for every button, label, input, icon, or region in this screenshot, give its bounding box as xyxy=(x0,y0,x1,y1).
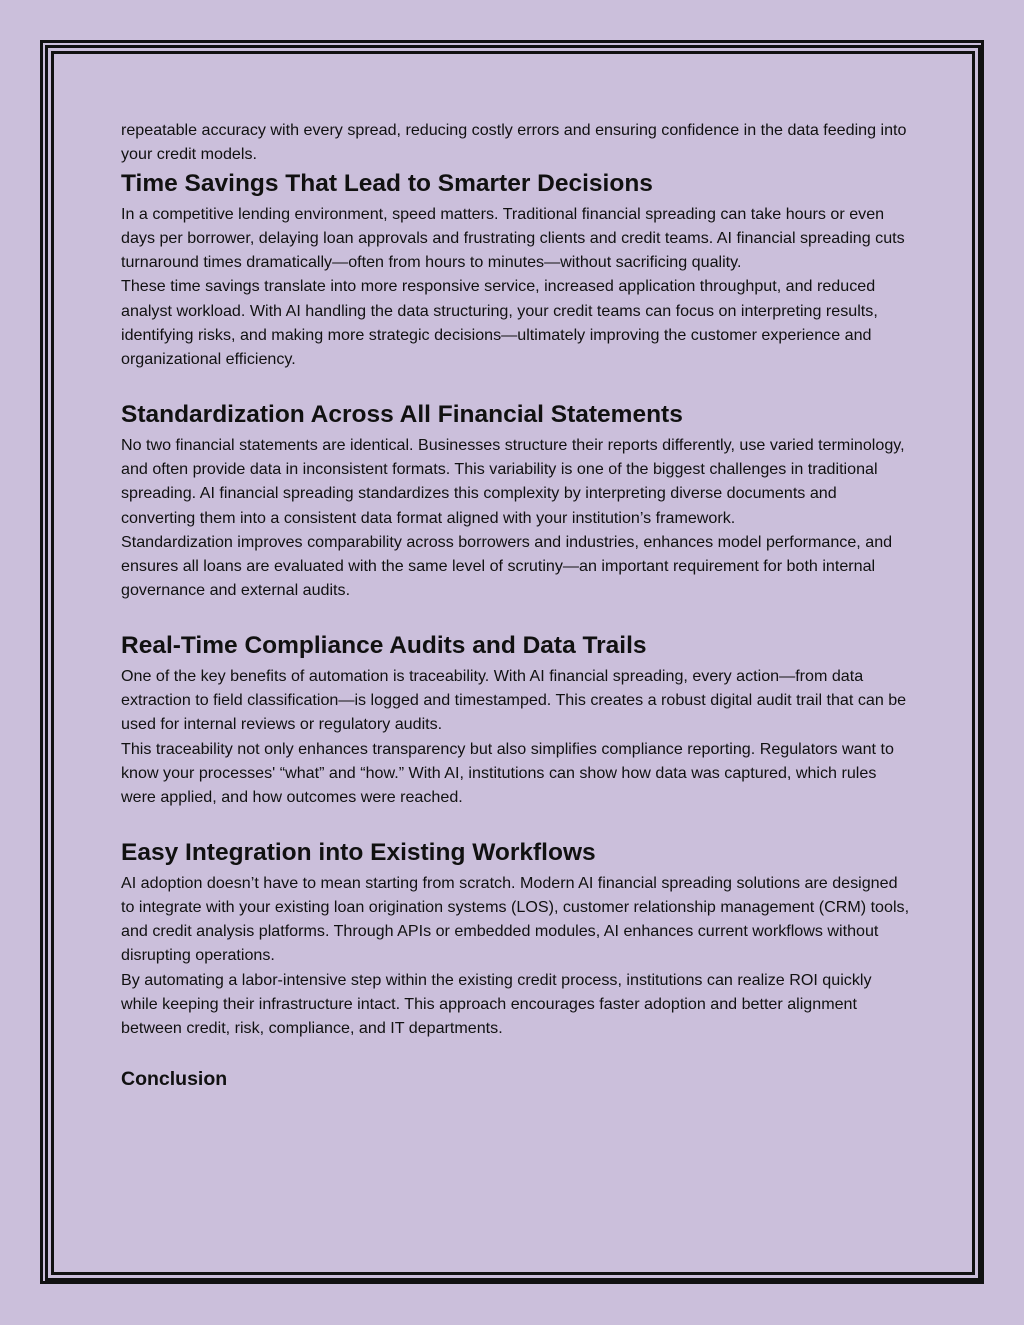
section-paragraph: By automating a labor-intensive step within the existing credit process, institutions can realize ROI quickly while keeping their infrastructure intact. This approach encourages faster adoption and better alignment between credit, risk, compliance, and IT departments. xyxy=(121,970,872,1038)
intro-paragraph: repeatable accuracy with every spread, reducing costly errors and ensuring confidence in the data feeding into your credit models. xyxy=(121,121,907,164)
section-heading: Standardization Across All Financial Statements xyxy=(121,400,683,428)
conclusion-heading: Conclusion xyxy=(121,1067,228,1090)
section-paragraph: Standardization improves comparability across borrowers and industries, enhances model performance, and ensures all loans are evaluated with the same level of scrutiny—an important requirement for both internal governance and external audits. xyxy=(121,532,893,600)
document-body xyxy=(121,118,911,1091)
section-heading: Time Savings That Lead to Smarter Decisions xyxy=(121,169,653,197)
section-paragraph: These time savings translate into more responsive service, increased application throughput, and reduced analyst workload. With AI handling the data structuring, your credit teams can focus on interpreting results, identifying risks, and making more strategic decisions—ultimately improving the customer experience and organizational efficiency. xyxy=(121,277,878,369)
section-heading: Real-Time Compliance Audits and Data Trails xyxy=(121,631,647,659)
section-heading: Easy Integration into Existing Workflows xyxy=(121,838,596,866)
section-compliance xyxy=(121,629,911,810)
section-paragraph: AI adoption doesn’t have to mean starting from scratch. Modern AI financial spreading solutions are designed to integrate with your existing loan origination systems (LOS), customer relationship management (CRM) tools, and credit analysis platforms. Through APIs or embedded modules, AI enhances current workflows without disrupting operations. xyxy=(121,873,910,965)
section-paragraph: One of the key benefits of automation is traceability. With AI financial spreading, every action—from data extraction to field classification—is logged and timestamped. This creates a robust digital audit trail that can be used for internal reviews or regulatory audits. xyxy=(121,666,907,734)
section-time-savings xyxy=(121,167,911,372)
section-standardization xyxy=(121,398,911,603)
section-paragraph: This traceability not only enhances transparency but also simplifies compliance reporting. Regulators want to know your processes' “what” and “how.” With AI, institutions can show how data was captured, which rules were applied, and how outcomes were reached. xyxy=(121,739,894,807)
section-integration xyxy=(121,836,911,1041)
section-paragraph: In a competitive lending environment, speed matters. Traditional financial spreading can take hours or even days per borrower, delaying loan approvals and frustrating clients and credit teams. AI financial spreading cuts turnaround times dramatically—often from hours to minutes—without sacrificing quality. xyxy=(121,204,905,272)
section-paragraph: No two financial statements are identical. Businesses structure their reports differently, use varied terminology, and often provide data in inconsistent formats. This variability is one of the biggest challenges in traditional spreading. AI financial spreading standardizes this complexity by interpreting diverse documents and converting them into a consistent data format aligned with your institution’s framework. xyxy=(121,435,905,527)
